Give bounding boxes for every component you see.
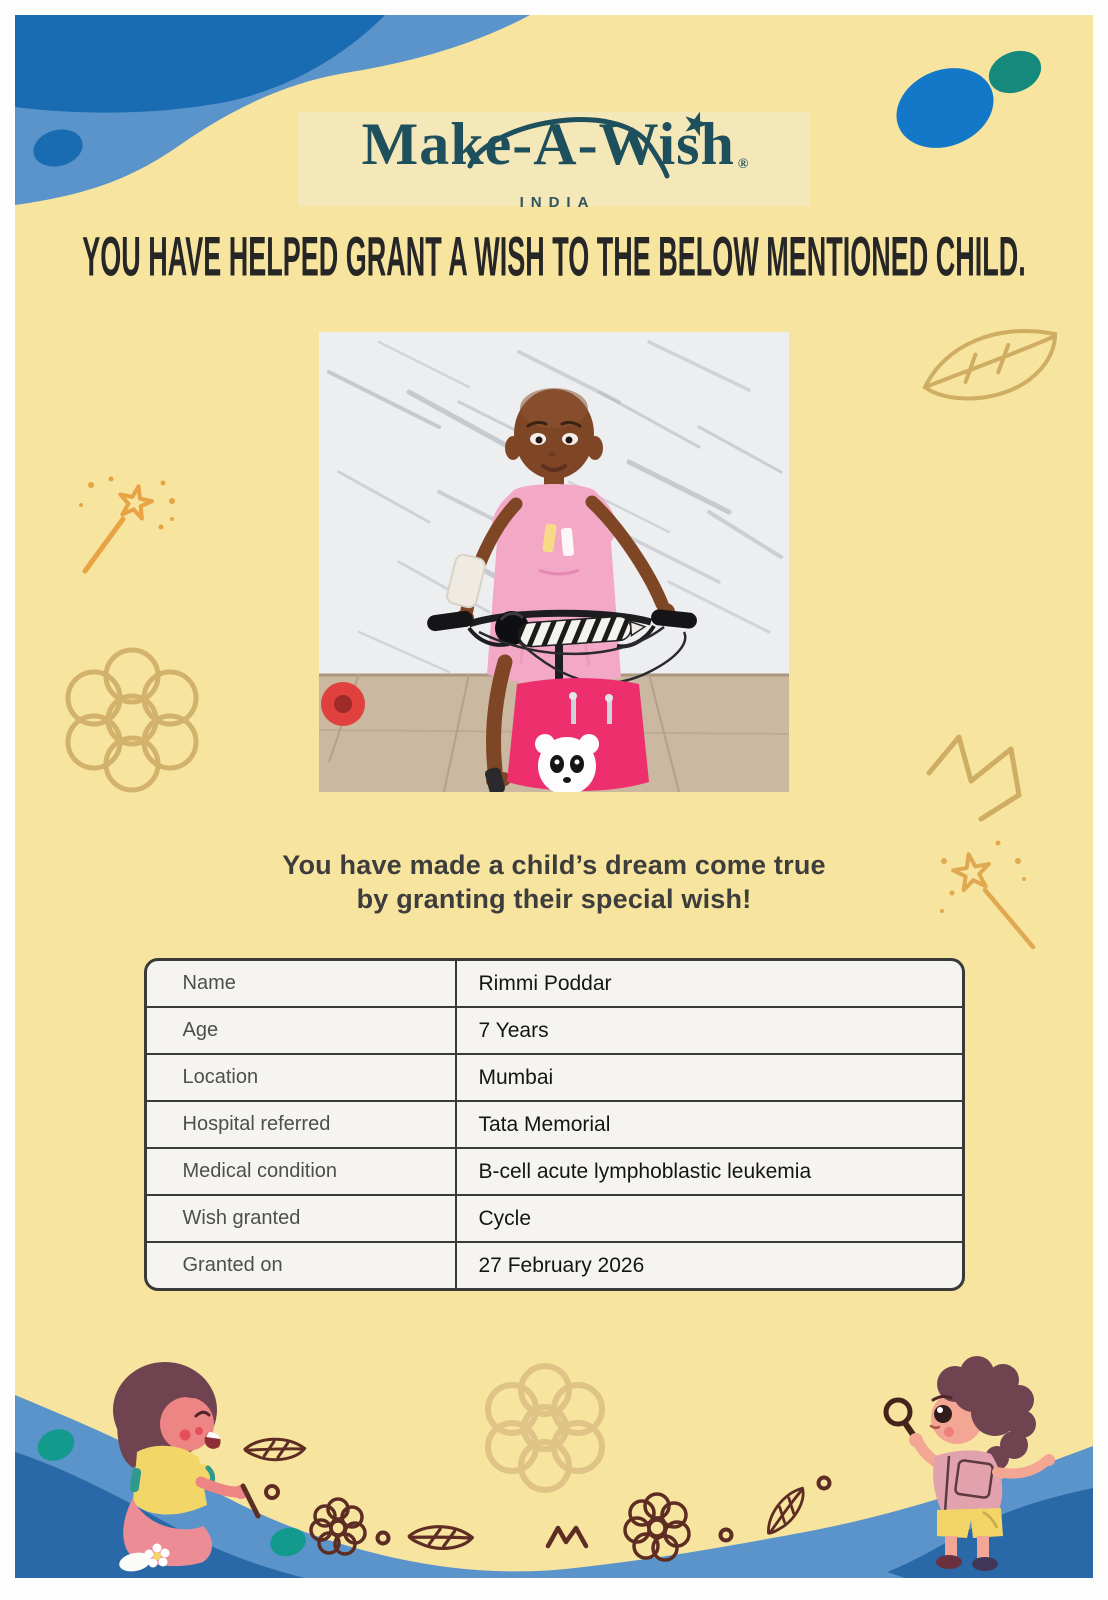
- message-line-2: by granting their special wish!: [356, 884, 752, 914]
- make-a-wish-logo: [298, 111, 810, 211]
- certificate-card: [15, 15, 1093, 1578]
- bottom-illustration-band: [15, 1340, 1093, 1578]
- row-value: 7 Years: [478, 1018, 549, 1042]
- row-value: Rimmi Poddar: [478, 971, 612, 995]
- row-label: Granted on: [147, 1243, 457, 1288]
- table-row: [147, 1147, 962, 1194]
- table-row: [147, 1241, 962, 1288]
- blue-ellipse: [884, 54, 1005, 162]
- magic-wand-doodle-icon: [936, 835, 1051, 955]
- logo-region-label: INDIA: [519, 194, 596, 211]
- row-value: Tata Memorial: [478, 1112, 611, 1136]
- row-label: Age: [147, 1008, 457, 1053]
- row-label: Location: [147, 1055, 457, 1100]
- row-value: Cycle: [478, 1206, 532, 1230]
- table-row: [147, 1194, 962, 1241]
- panda-face: [535, 734, 599, 792]
- child-photo: [319, 332, 789, 792]
- big-flower-doodle: [488, 1366, 602, 1490]
- row-value: Mumbai: [478, 1065, 554, 1089]
- top-right-dots-decoration: [843, 15, 1093, 185]
- table-row: [147, 1006, 962, 1053]
- headline: YOU HAVE HELPED GRANT A WISH TO THE BELOW MENTIONED CHILD.: [82, 224, 1026, 288]
- logo-wordmark: Make-A-Wish ®: [361, 111, 750, 177]
- leaf-doodle-icon: [408, 1517, 474, 1557]
- row-label: Hospital referred: [147, 1102, 457, 1147]
- row-value: 27 February 2026: [478, 1253, 645, 1277]
- flower-doodle-icon: [625, 1494, 689, 1560]
- flower-doodle-icon: [40, 648, 215, 788]
- leaf-doodle-icon: [915, 310, 1075, 415]
- message: [15, 848, 1093, 916]
- flower-doodle-icon: [311, 1499, 365, 1554]
- m-squiggle-doodle: [548, 1528, 586, 1546]
- registered-mark: ®: [737, 157, 750, 172]
- magic-wand-doodle-icon: [73, 475, 183, 585]
- row-label: Medical condition: [147, 1149, 457, 1194]
- row-label: Wish granted: [147, 1196, 457, 1241]
- details-table: [144, 958, 965, 1291]
- table-row: [147, 1053, 962, 1100]
- row-label: Name: [147, 961, 457, 1006]
- zigzag-doodle-icon: [923, 723, 1053, 823]
- message-line-1: You have made a child’s dream come true: [282, 850, 826, 880]
- table-row: [147, 961, 962, 1006]
- table-row: [147, 1100, 962, 1147]
- leaf-doodle-icon: [758, 1486, 814, 1537]
- leaf-doodle-icon: [244, 1431, 306, 1467]
- row-value: B-cell acute lymphoblastic leukemia: [478, 1159, 812, 1183]
